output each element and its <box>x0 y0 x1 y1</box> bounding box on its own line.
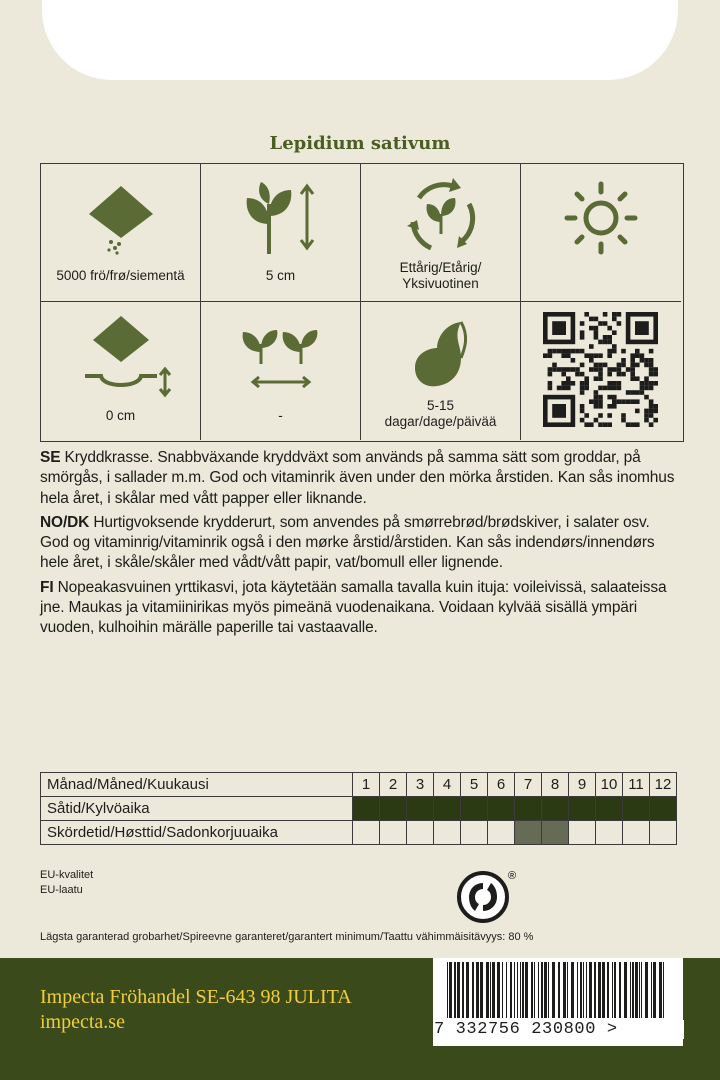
month-header-10: 10 <box>596 773 623 797</box>
sowing-cell-8 <box>542 797 569 821</box>
species-name: Lepidium sativum <box>269 133 451 154</box>
sowing-cell-10 <box>596 797 623 821</box>
sowing-cell-1 <box>353 797 380 821</box>
sowing-cell-6 <box>488 797 515 821</box>
sowing-cell-11 <box>623 797 650 821</box>
sowing-cell-9 <box>569 797 596 821</box>
text-no-dk: Hurtigvoksende krydderurt, som anvendes på smørrebrød/brødskiver, i salater osv. God og vitaminrig/vitaminrik også i den mørke årstid/årstiden. Kan sås indendørs/innendørs hele året, i skåle/skåler med vådt/vått papir, vat/bomull eller lignende. <box>40 513 655 572</box>
text-fi: Nopeakasvuinen yrttikasvi, jota käytetään samalla tavalla kuin ituja: voileivissä, salaateissa jne. Maukas ja vitamiinirikas myös pimeänä vuodenaikana. Voidaan kylvää sisällä ympäri vuoden, kulhoihin märälle paperille tai vastaavalle. <box>40 578 667 637</box>
month-header-4: 4 <box>434 773 461 797</box>
company-website[interactable]: impecta.se <box>40 1011 125 1033</box>
lifecycle-label <box>361 260 520 292</box>
calendar-table <box>40 772 677 845</box>
lifecycle-cell <box>361 164 521 302</box>
description-no-dk <box>40 513 680 574</box>
description-fi <box>40 578 680 639</box>
height-label: 5 cm <box>265 268 296 283</box>
hang-tab-cutout <box>42 0 678 80</box>
annual-cycle-icon <box>361 164 521 264</box>
calendar-header-row <box>41 773 677 797</box>
barcode <box>433 958 683 1020</box>
sowing-row <box>41 797 677 821</box>
sowing-cell-3 <box>407 797 434 821</box>
harvest-cell-9 <box>569 821 596 845</box>
calendar-header-label: Månad/Måned/Kuukausi <box>41 773 353 797</box>
qr-code[interactable] <box>521 302 681 440</box>
harvest-cell-6 <box>488 821 515 845</box>
harvest-cell-5 <box>461 821 488 845</box>
month-header-7: 7 <box>515 773 542 797</box>
sowing-cell-4 <box>434 797 461 821</box>
registered-mark: ® <box>508 870 517 882</box>
lang-code-fi: FI <box>40 578 54 596</box>
sowing-cell-2 <box>380 797 407 821</box>
month-header-12: 12 <box>650 773 677 797</box>
sun-icon <box>521 164 681 264</box>
lifecycle-line-1: Ettårig/Etårig/ <box>399 260 482 275</box>
month-header-9: 9 <box>569 773 596 797</box>
month-header-6: 6 <box>488 773 515 797</box>
month-header-11: 11 <box>623 773 650 797</box>
company-info <box>40 985 352 1035</box>
month-header-8: 8 <box>542 773 569 797</box>
month-header-5: 5 <box>461 773 488 797</box>
lang-code-se: SE <box>40 449 61 466</box>
sowing-cell-5 <box>461 797 488 821</box>
sowing-cell-12 <box>650 797 677 821</box>
eu-quality-line-1: EU-kvalitet <box>40 869 94 881</box>
description-block <box>40 448 680 643</box>
harvest-cell-8 <box>542 821 569 845</box>
sowing-cell-7 <box>515 797 542 821</box>
height-cell <box>201 164 361 302</box>
seed-count-label: 5000 frö/frø/siementä <box>56 268 185 283</box>
eu-quality-line-2: EU-laatu <box>40 884 83 896</box>
germination-label <box>361 398 520 430</box>
harvest-row <box>41 821 677 845</box>
harvest-cell-11 <box>623 821 650 845</box>
plant-height-icon <box>201 164 361 264</box>
plant-spacing-cell <box>201 302 361 440</box>
barcode-number: 7 332756 230800 > <box>434 1020 684 1039</box>
lang-code-no-dk: NO/DK <box>40 513 90 531</box>
plant-spacing-icon <box>201 302 361 402</box>
sowing-depth-cell <box>41 302 201 440</box>
green-dot-recycle-icon <box>457 867 521 927</box>
germination-guarantee: Lägsta garanterad grobarhet/Spireevne garanteret/garantert minimum/Taattu vähimmäisitävyys: 80 % <box>40 931 534 943</box>
seed-count-cell <box>41 164 201 302</box>
month-header-3: 3 <box>407 773 434 797</box>
germination-cell <box>361 302 521 440</box>
qr-cell <box>521 302 681 440</box>
sowing-depth-icon <box>41 302 201 402</box>
eu-quality <box>40 868 93 898</box>
month-header-1: 1 <box>353 773 380 797</box>
harvest-label: Skördetid/Høsttid/Sadonkorjuuaika <box>41 821 353 845</box>
text-se: Kryddkrasse. Snabbväxande kryddväxt som används på samma sätt som groddar, på smörgås, i sallader m.m. God och vitaminrik även under den mörka årstiden. Kan sås inomhus hela året, i skålar med vått papper eller liknande. <box>40 449 675 507</box>
seed-packet-icon <box>41 164 201 264</box>
germination-unit: dagar/dage/päivää <box>384 414 497 429</box>
company-address: Impecta Fröhandel SE-643 98 JULITA <box>40 986 352 1008</box>
icon-grid <box>40 163 684 442</box>
harvest-cell-12 <box>650 821 677 845</box>
harvest-cell-3 <box>407 821 434 845</box>
sowing-depth-label: 0 cm <box>105 408 136 423</box>
month-header-2: 2 <box>380 773 407 797</box>
germination-seed-icon <box>361 302 521 402</box>
plant-spacing-label: - <box>278 408 283 423</box>
sun-cell <box>521 164 681 302</box>
description-se <box>40 448 680 509</box>
sowing-label: Såtid/Kylvöaika <box>41 797 353 821</box>
harvest-cell-7 <box>515 821 542 845</box>
harvest-cell-1 <box>353 821 380 845</box>
harvest-cell-2 <box>380 821 407 845</box>
harvest-cell-4 <box>434 821 461 845</box>
lifecycle-line-2: Yksivuotinen <box>402 276 479 291</box>
germination-days: 5-15 <box>426 398 455 413</box>
harvest-cell-10 <box>596 821 623 845</box>
